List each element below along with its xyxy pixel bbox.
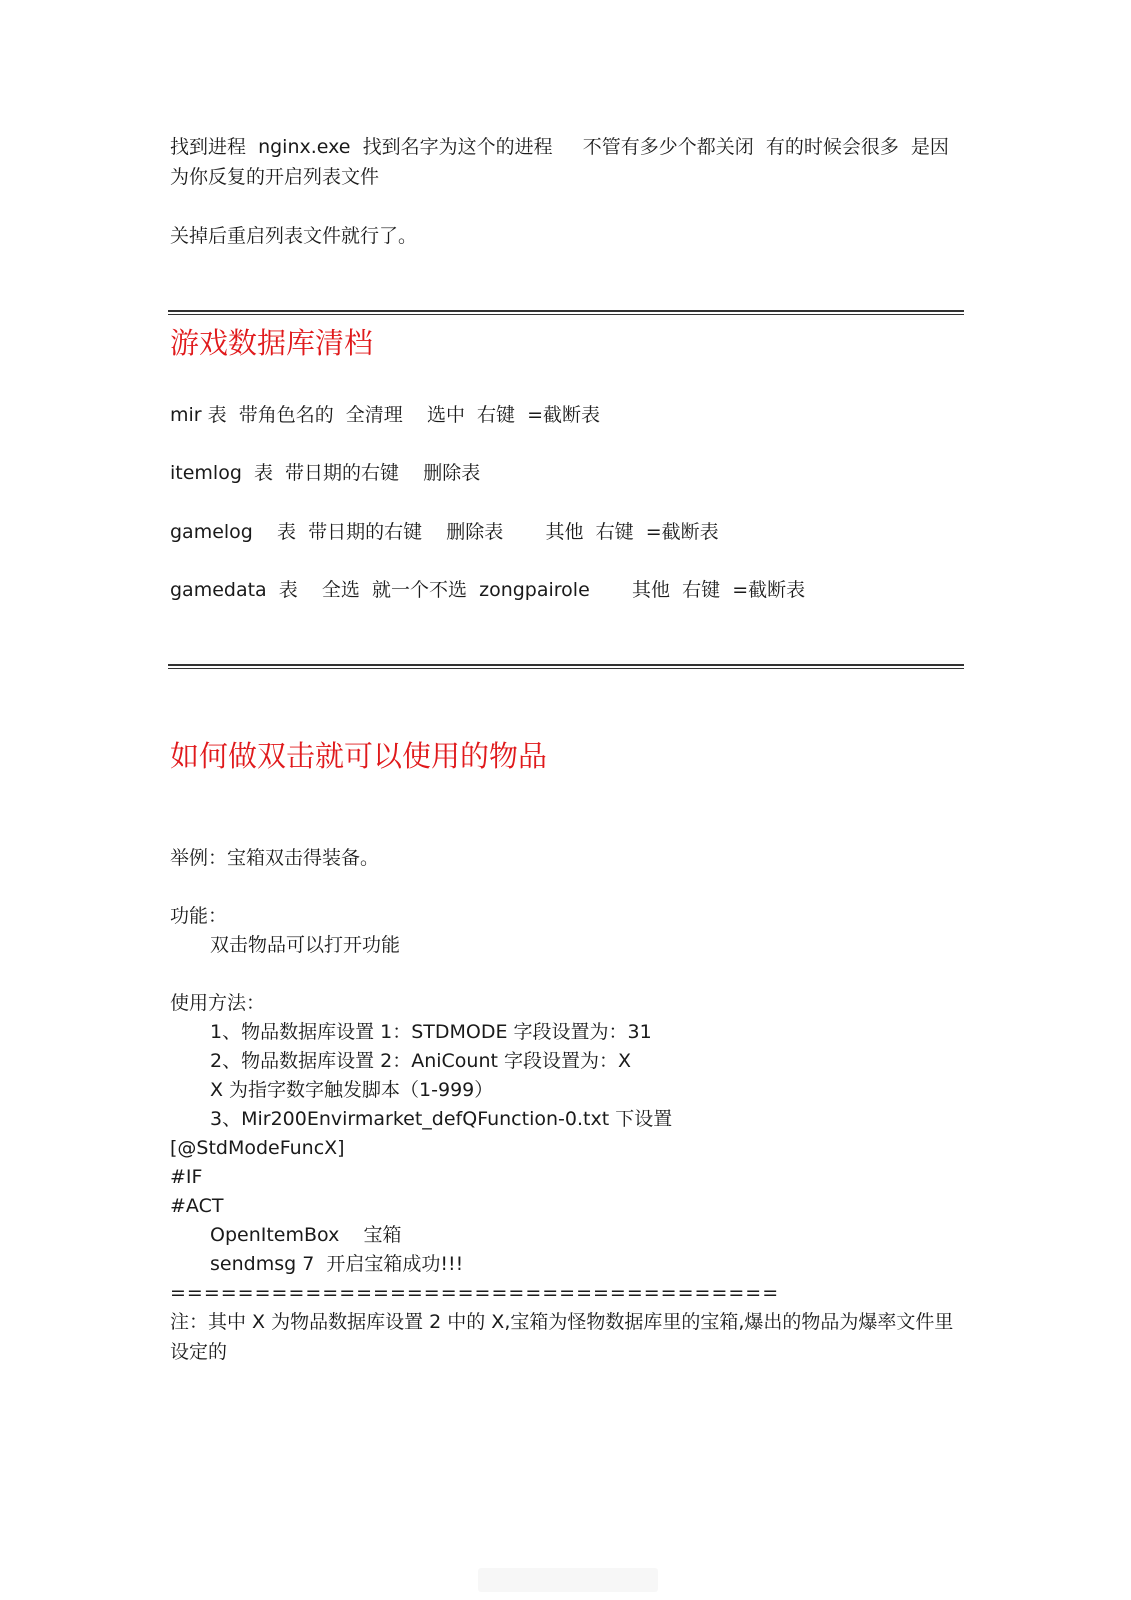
code-line: [@StdModeFuncX] xyxy=(170,1137,345,1159)
section-divider xyxy=(168,310,964,315)
code-line: #ACT xyxy=(170,1195,224,1217)
list-item: mir 表 带角色名的 全清理 选中 右键 =截断表 xyxy=(170,404,601,426)
section-divider xyxy=(168,664,964,669)
code-line: sendmsg 7 开启宝箱成功!!! xyxy=(210,1253,464,1275)
usage-step-3: 3、Mir200Envirmarket_defQFunction-0.txt 下设置 xyxy=(210,1108,673,1130)
list-item: gamedata 表 全选 就一个不选 zongpairole 其他 右键 =截断表 xyxy=(170,579,806,601)
usage-step-1: 1、物品数据库设置 1：STDMODE 字段设置为：31 xyxy=(210,1021,652,1043)
intro-line-1: 找到进程 nginx.exe 找到名字为这个的进程 不管有多少个都关闭 有的时候会很多 是因 xyxy=(170,136,949,158)
example-text: 举例：宝箱双击得装备。 xyxy=(170,847,380,869)
code-line: OpenItemBox 宝箱 xyxy=(210,1224,402,1246)
code-line: #IF xyxy=(170,1166,203,1188)
usage-step-2-note: X 为指字数字触发脚本（1-999） xyxy=(210,1079,494,1101)
separator-line: ==================================== xyxy=(170,1282,780,1304)
function-text: 双击物品可以打开功能 xyxy=(210,934,401,956)
list-item: itemlog 表 带日期的右键 删除表 xyxy=(170,462,481,484)
usage-label: 使用方法： xyxy=(170,992,266,1014)
list-item: gamelog 表 带日期的右键 删除表 其他 右键 =截断表 xyxy=(170,521,719,543)
section-heading-double-click-item: 如何做双击就可以使用的物品 xyxy=(170,739,548,773)
usage-step-2: 2、物品数据库设置 2：AniCount 字段设置为：X xyxy=(210,1050,632,1072)
function-label: 功能： xyxy=(170,905,228,927)
intro-line-3: 关掉后重启列表文件就行了。 xyxy=(170,225,418,247)
faint-watermark xyxy=(478,1568,658,1592)
note-text: 注：其中 X 为物品数据库设置 2 中的 X,宝箱为怪物数据库里的宝箱,爆出的物品为爆率文件里设定的 xyxy=(170,1311,954,1363)
intro-line-2: 为你反复的开启列表文件 xyxy=(170,166,380,188)
section-heading-clear-db: 游戏数据库清档 xyxy=(170,326,374,360)
